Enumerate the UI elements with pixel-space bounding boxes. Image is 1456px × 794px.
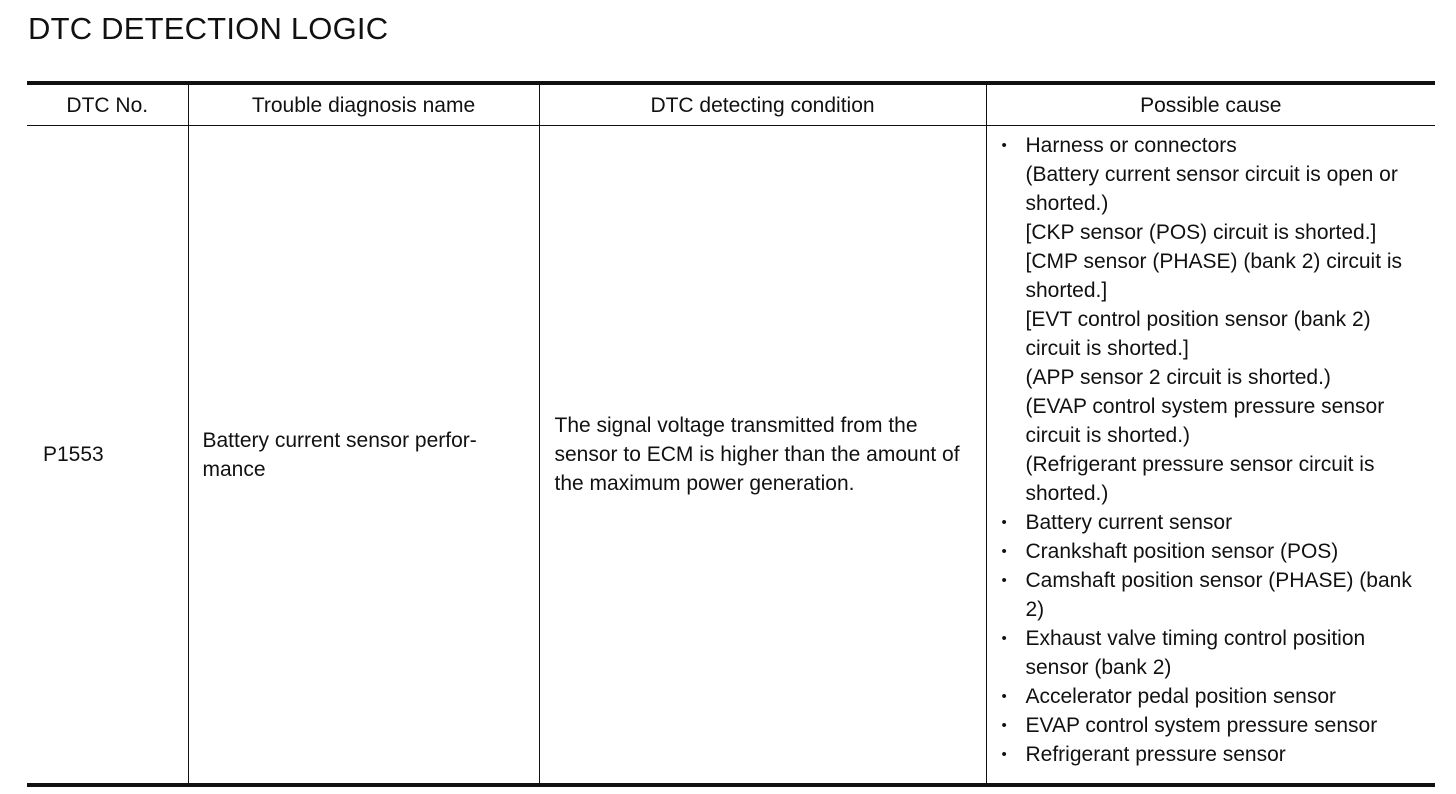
table-header (27, 83, 1435, 126)
list-item (1001, 624, 1428, 682)
cause-detail: (Battery current sensor circuit is open or shorted.) (1025, 163, 1398, 215)
section-title: DTC DETECTION LOGIC (28, 11, 389, 46)
cause-text: • EVAP control system pressure sensor (1025, 714, 1378, 737)
cause-text: • Battery current sensor (1025, 511, 1233, 534)
cell-possible-cause (986, 126, 1435, 786)
cause-detail: [CKP sensor (POS) circuit is shorted.] (1025, 221, 1377, 244)
header-dtc-no: DTC No. (27, 83, 188, 126)
list-item (1001, 537, 1428, 566)
header-possible-cause: Possible cause (986, 83, 1435, 126)
cause-detail: (EVAP control system pressure sensor circuit is shorted.) (1025, 395, 1385, 447)
cell-trouble-diagnosis-name: Battery current sensor perfor-mance (188, 126, 539, 786)
cell-detecting-condition: The signal voltage transmitted from the sensor to ECM is higher than the amount of the maximum power generation. (539, 126, 986, 786)
header-row (27, 83, 1435, 126)
cause-detail: [CMP sensor (PHASE) (bank 2) circuit is shorted.] (1025, 250, 1403, 302)
cause-detail: (Refrigerant pressure sensor circuit is shorted.) (1025, 453, 1375, 505)
list-item (1001, 131, 1428, 508)
table-row (27, 126, 1435, 786)
cause-text: • Harness or connectors (1025, 134, 1237, 157)
list-item (1001, 682, 1428, 711)
possible-cause-list (1001, 131, 1428, 769)
table-body (27, 126, 1435, 786)
cause-text: • Refrigerant pressure sensor (1025, 743, 1286, 766)
header-trouble-diagnosis-name: Trouble diagnosis name (188, 83, 539, 126)
list-item (1001, 711, 1428, 740)
cause-detail: (APP sensor 2 circuit is shorted.) (1025, 366, 1331, 389)
cause-detail: [EVT control position sensor (bank 2) circuit is shorted.] (1025, 308, 1371, 360)
dtc-detection-table (27, 81, 1435, 787)
list-item (1001, 740, 1428, 769)
cell-dtc-no: P1553 (27, 126, 188, 786)
list-item (1001, 508, 1428, 537)
cause-text: • Camshaft position sensor (PHASE) (bank 2) (1025, 569, 1412, 621)
cause-text: • Accelerator pedal position sensor (1025, 685, 1337, 708)
header-dtc-detecting-condition: DTC detecting condition (539, 83, 986, 126)
list-item (1001, 566, 1428, 624)
cause-text: • Crankshaft position sensor (POS) (1025, 540, 1339, 563)
cause-text: • Exhaust valve timing control position sensor (bank 2) (1025, 627, 1366, 679)
